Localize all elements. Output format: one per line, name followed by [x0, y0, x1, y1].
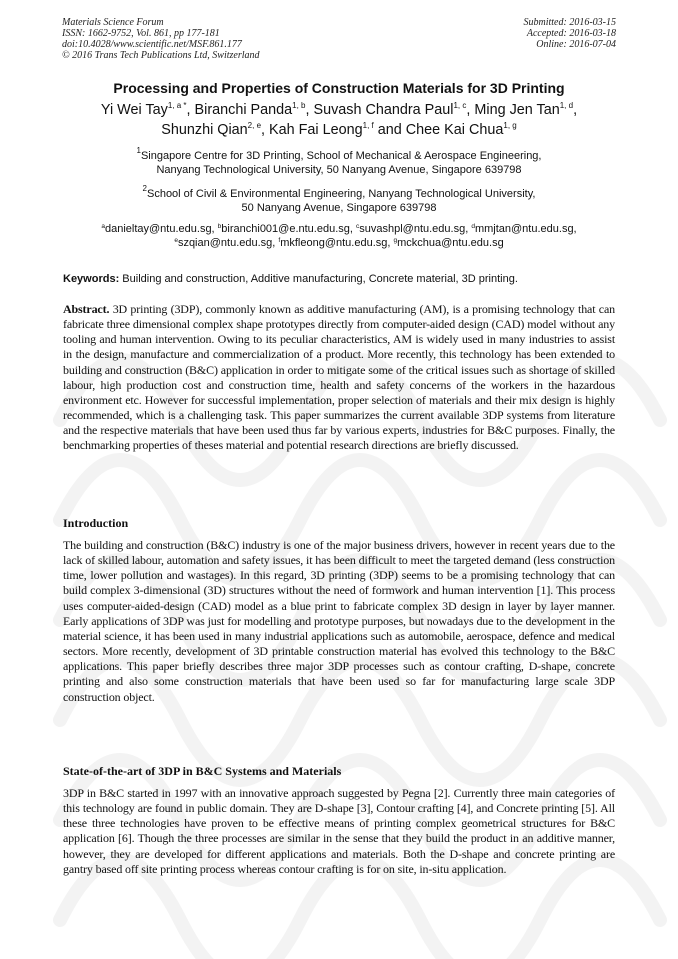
journal-info — [62, 17, 260, 61]
affiliation-line: School of Civil & Environmental Engineering, Nanyang Technological University, — [146, 188, 536, 200]
keywords-text: Building and construction, Additive manufacturing, Concrete material, 3D printing. — [119, 273, 518, 285]
author-affil-marker: 1, d — [559, 101, 574, 110]
author-name: Chee Kai Chua — [405, 122, 504, 138]
state-of-art-heading: State-of-the-art of 3DP in B&C Systems and Materials — [63, 764, 342, 778]
email-link[interactable]: mmjtan@ntu.edu.sg, — [474, 223, 577, 235]
affiliation-line: Singapore Centre for 3D Printing, School of Mechanical & Aerospace Engineering, — [140, 150, 542, 162]
email-link[interactable]: mkfleong@ntu.edu.sg, — [280, 237, 394, 249]
author-name: Yi Wei Tay — [100, 102, 168, 118]
author-name: Shunzhi Qian — [161, 122, 248, 138]
author-affil-marker: 1, a * — [167, 101, 187, 110]
affiliation-line: Nanyang Technological University, 50 Nanyang Avenue, Singapore 639798 — [156, 164, 522, 176]
keywords — [63, 273, 518, 285]
author-separator: , — [573, 102, 578, 118]
email-link[interactable]: biranchi001@e.ntu.edu.sg, — [221, 223, 356, 235]
email-link[interactable]: szqian@ntu.edu.sg, — [177, 237, 279, 249]
journal-copyright: © 2016 Trans Tech Publications Ltd, Switzerland — [62, 50, 260, 61]
publication-dates — [524, 17, 617, 50]
author-line-2 — [40, 120, 638, 140]
affiliation-marker: 1 — [136, 146, 141, 155]
affiliation-marker: 2 — [142, 184, 147, 193]
paper-title: Processing and Properties of Construction Materials for 3D Printing — [113, 80, 565, 96]
author-line-1 — [40, 100, 638, 120]
author-emails — [40, 222, 638, 250]
email-link[interactable]: mckchua@ntu.edu.sg — [397, 237, 504, 249]
state-of-art-text: 3DP in B&C started in 1997 with an innovative approach suggested by Pegna [2]. Currently three main categories of this technology are found in public domain. They are D-shape [3], Contour crafting [4], and Concrete printing [5]. All these three technologies have proven to be effective means of printing complex geometrical structures for B&C application [6]. Though the three processes are similar in the sense that they build the product in an additive manner, however, they are developed for different applications and materials. Both the D-shape and concrete printing are gantry based off site printing process whereas contour crafting is for on site, in-situ application. — [63, 786, 615, 876]
affiliation-line: 50 Nanyang Avenue, Singapore 639798 — [241, 202, 437, 214]
email-marker: b — [217, 223, 222, 230]
email-marker: f — [278, 237, 281, 244]
author-name: Biranchi Panda — [194, 102, 293, 118]
author-affil-marker: 1, c — [453, 101, 467, 110]
author-affil-marker: 1, g — [503, 121, 517, 130]
journal-doi[interactable]: doi:10.4028/www.scientific.net/MSF.861.177 — [62, 39, 242, 50]
affiliation-1 — [40, 146, 638, 177]
online-date: Online: 2016-07-04 — [536, 39, 616, 50]
journal-issn: ISSN: 1662-9752, Vol. 861, pp 177-181 — [62, 28, 220, 39]
author-affil-marker: 1, f — [362, 121, 374, 130]
author-separator: , — [466, 102, 475, 118]
author-list — [40, 100, 638, 140]
email-link[interactable]: danieltay@ntu.edu.sg, — [104, 223, 218, 235]
author-name: Kah Fai Leong — [269, 122, 363, 138]
email-marker: g — [393, 237, 398, 244]
email-marker: e — [174, 237, 178, 244]
keywords-label: Keywords: — [63, 273, 120, 285]
email-marker: d — [471, 223, 475, 230]
email-marker: c — [356, 223, 360, 230]
introduction-text: The building and construction (B&C) industry is one of the major business drivers, however in recent years due to the lack of skilled labour, automation and safety issues, it has been difficult to meet the targeted demand (less construction time, lower pollution and wastages). In this regard, 3D printing (3DP) seems to be a promising technology that can build complex 3-dimensional (3D) structures without the need of formwork and human intervention [1]. This process uses computer-aided-design (CAD) model as a blue print to fabricate complex 3D design in layer by layer manner. Early applications of 3DP was just for modelling and prototype purposes, but nowadays due to the development in the material science, it has been used in many industrial applications such as automobile, aerospace, defence and medical sectors. More recently, development of 3D printable construction material has evolved this technology to the B&C applications. This paper briefly describes three major 3DP processes such as contour crafting, D-shape, concrete printing and also some construction materials that have been used so far for manufacturing large scale 3DP construction object. — [63, 538, 615, 704]
submitted-date: Submitted: 2016-03-15 — [523, 17, 616, 28]
author-separator: and — [373, 122, 406, 138]
author-separator: , — [186, 102, 195, 118]
introduction-heading: Introduction — [63, 516, 129, 530]
accepted-date: Accepted: 2016-03-18 — [526, 28, 616, 39]
author-name: Ming Jen Tan — [474, 102, 560, 118]
abstract-text: 3D printing (3DP), commonly known as additive manufacturing (AM), is a promising technology that can fabricate three dimensional complex shape prototypes directly from computer-aided design (CAD) model without any tooling and human intervention. Owing to its peculiar characteristics, AM is widely used in many industries to assist in the design, manufacture and commercialization of a product. More recently, this technology has been extended to building and construction (B&C) application in order to mitigate some of the critical issues such as shortage of skilled labour, high production cost and construction time, health and safety concerns of the workers in the hazardous environment etc. However for successful implementation, proper selection of materials and their mix design is highly recommended, which is a challenging task. This paper summarizes the current available 3DP systems from literature and the respective materials that have been used thus far by various experts, industries for B&C purposes. Finally, the benchmarking properties of theses material and potential research directions are briefly discussed. — [63, 302, 615, 453]
abstract — [63, 302, 615, 454]
author-separator: , — [305, 102, 314, 118]
author-name: Suvash Chandra Paul — [313, 102, 454, 118]
journal-name: Materials Science Forum — [62, 17, 164, 28]
author-affil-marker: 1, b — [292, 101, 306, 110]
author-affil-marker: 2, e — [247, 121, 262, 130]
affiliation-2 — [40, 184, 638, 215]
email-link[interactable]: suvashpl@ntu.edu.sg, — [359, 223, 472, 235]
email-marker: a — [101, 223, 105, 230]
author-separator: , — [261, 122, 270, 138]
abstract-label: Abstract. — [63, 302, 110, 316]
